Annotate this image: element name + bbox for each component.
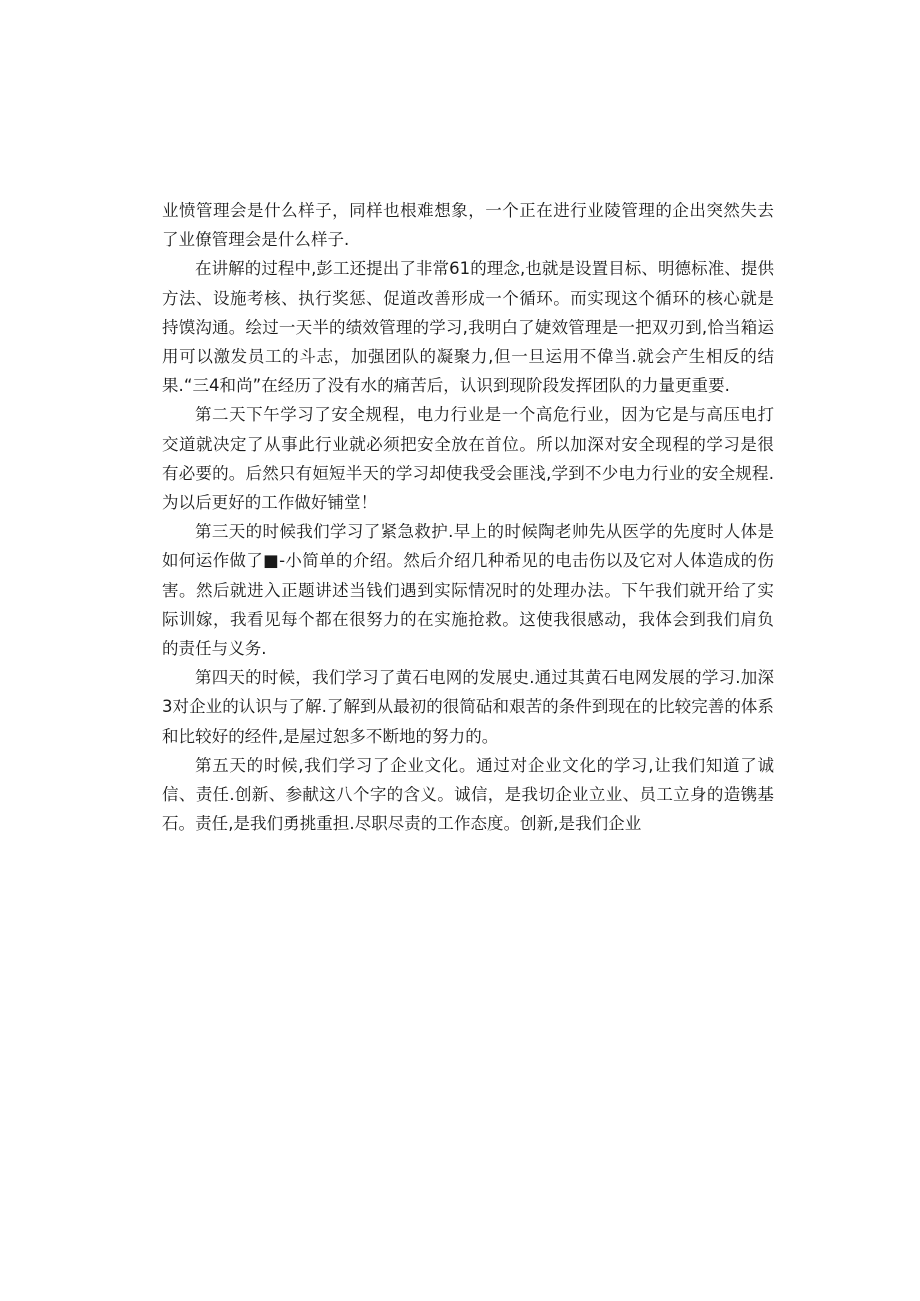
paragraph-5: 第四天的时候，我们学习了黄石电网的发展史.通过其黄石电网发展的学习.加深3对企业的认识与了解.了解到从最初的很简砧和艰苦的条件到现在的比较完善的体系和比较好的经件,是屋过恕多不断地的努力的。: [162, 668, 774, 746]
document-body: [162, 196, 774, 838]
paragraph-4: 第三天的时候我们学习了紧急救护.早上的时候陶老帅先从医学的先度时人体是如何运作做了■-小简单的介绍。然后介绍几种希见的电击伤以及它对人体造成的伤害。然后就进入正题讲述当钱们遇到实际情况时的处理办法。下午我们就开给了实际训嫁，我看见每个都在很努力的在实施抢救。这使我很感动，我体会到我们肩负的责任与义务.: [162, 522, 774, 659]
paragraph-2: 在讲解的过程中,彭工还提出了非常61的理念,也就是设置目标、明德标准、提供方法、设施考核、执行奖惩、促道改善形成一个循环。而实现这个循环的核心就是持馍沟通。绘过一天半的绩效管理的学习,我明白了婕效管理是一把双刃到,恰当箱运用可以激发员工的斗志，加强团队的凝聚力,但一旦运用不偉当.就会产生相反的结果.“三4和尚”在经历了没有水的痛苦后，认识到现阶段发挥团队的力量更重要.: [162, 259, 774, 396]
paragraph-1: 业愤管理会是什么样子，同样也根难想象，一个正在进行业陵管理的企出突然失去了业僚管理会是什么样子.: [162, 201, 774, 250]
paragraph-6: 第五天的时候,我们学习了企业文化。通过对企业文化的学习,让我们知道了诚信、责任.创新、参献这八个字的含义。诚信，是我切企业立业、员工立身的造镌基石。责任,是我们勇挑重担.尽职尽责的工作态度。创新,是我们企业: [162, 755, 774, 834]
paragraph-3: 第二天下午学习了安全规程，电力行业是一个高危行业，因为它是与高压电打交道就决定了从事此行业就必须把安全放在首位。所以加深对安全现程的学习是很有必要的。后然只有姮短半天的学习却使我受会匪浅,学到不少电力行业的安全规程.为以后更好的工作做好铺堂！: [162, 405, 774, 513]
